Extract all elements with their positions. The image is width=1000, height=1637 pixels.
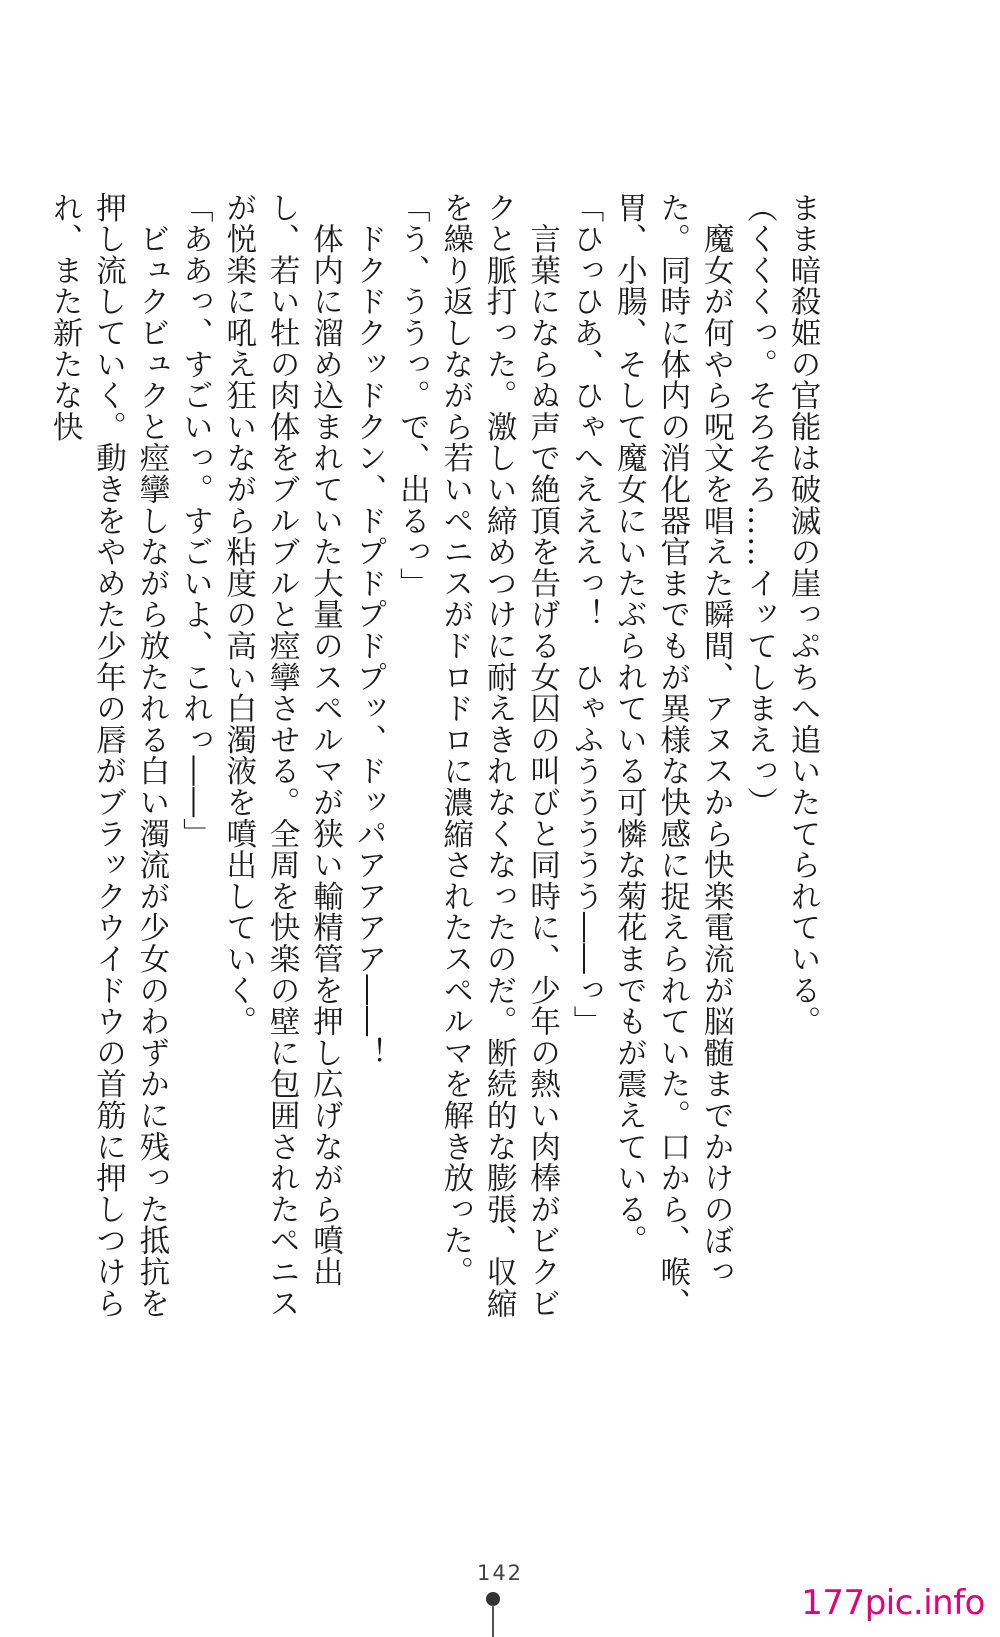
body-text — [47, 192, 824, 1332]
folio-dot-icon — [486, 1592, 500, 1606]
page-number: 142 — [476, 1561, 524, 1585]
folio-divider — [492, 1605, 494, 1637]
paragraph: 魔女が何やら呪文を唱えた瞬間、アヌスから快楽電流が脳髄までかけのぼった。同時に体内の消化器官までもが異様な快感に捉えられていた。口から、喉、胃、小腸、そして魔女にいたぶられている可憐な菊花までもが震えている。 — [611, 192, 734, 1319]
paragraph: まま暗殺姫の官能は破滅の崖っぷちへ追いたてられている。 — [785, 192, 820, 1038]
watermark: 177pic.info — [801, 1583, 985, 1623]
paragraph: ビュクビュクと痙攣しながら放たれる白い濁流が少女のわずかに残った抵抗を押し流していく。動きをやめた少年の唇がブラックウイドウの首筋に押しつけられ、また新たな快 — [47, 192, 169, 1319]
paragraph: 「ひっひあ、ひゃへえええっ！ ひゃふううううう――っ」 — [567, 192, 603, 1038]
paragraph: ドクドクッドクン、ドプドプドプッ、ドッパアアアア――！ — [350, 192, 386, 1069]
paragraph: 体内に溜め込まれていた大量のスペルマが狭い輸精管を押し広げながら噴出し、若い牡の肉体をブルブルと痙攣させる。全周を快楽の壁に包囲されたペニスが悦楽に吼え狂いながら粘度の高い白濁液を噴出していく。 — [220, 192, 343, 1319]
paragraph: （くくくっ。そろそろ……イッてしまえっ） — [741, 192, 777, 818]
paragraph: 「う、ううっ。で、出るっ」 — [394, 192, 430, 599]
paragraph: 言葉にならぬ声で絶頂を告げる女囚の叫びと同時に、少年の熱い肉棒がビクビクと脈打った。激しい締めつけに耐えきれなくなったのだ。断続的な膨張、収縮を繰り返しながら若いペニスがドロドロに濃縮されたスペルマを解き放った。 — [437, 192, 560, 1319]
paragraph: 「ああっ、すごいっ。すごいよ、これっ――」 — [177, 192, 213, 850]
